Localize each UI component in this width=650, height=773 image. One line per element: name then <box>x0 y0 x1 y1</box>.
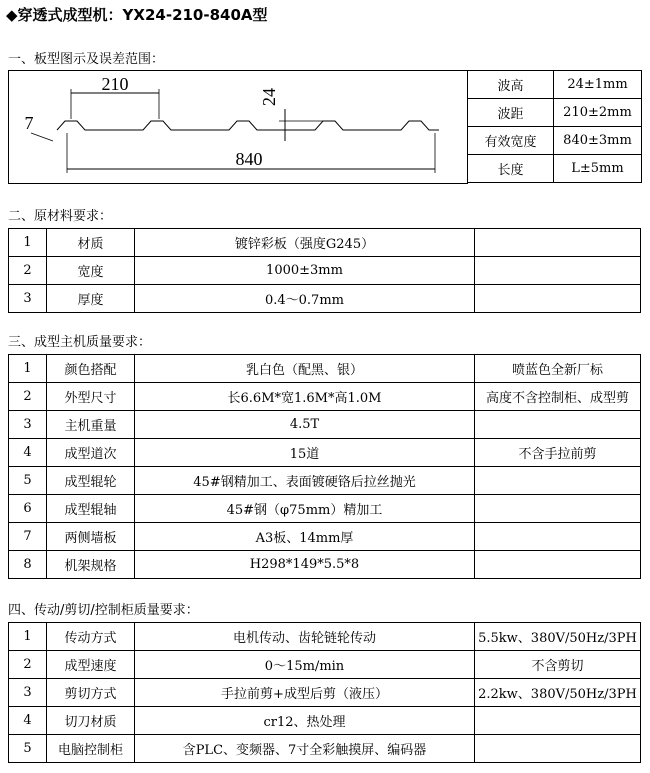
table-row <box>9 551 641 579</box>
table-row <box>9 229 641 257</box>
section-heading-main-machine: 三、成型主机质量要求： <box>8 335 152 350</box>
row-number: 3 <box>9 285 47 313</box>
row-number: 1 <box>9 355 47 383</box>
row-number: 5 <box>9 467 47 495</box>
main-machine-table <box>8 354 641 579</box>
item-name: 厚度 <box>47 285 135 313</box>
item-spec: 4.5T <box>135 411 475 439</box>
spec-value: 210±2mm <box>554 99 642 127</box>
item-spec: 镀锌彩板（强度G245） <box>135 229 475 257</box>
table-row <box>9 707 641 735</box>
table-row <box>9 523 641 551</box>
item-spec: cr12、热处理 <box>135 707 475 735</box>
table-row <box>9 679 641 707</box>
page-title: ◆穿透式成型机：YX24-210-840A型 <box>6 6 268 24</box>
spec-value: L±5mm <box>554 155 642 183</box>
table-row <box>9 495 641 523</box>
item-spec: 长6.6M*宽1.6M*高1.0M <box>135 383 475 411</box>
section-heading-transmission: 四、传动/剪切/控制柜质量要求： <box>8 603 199 618</box>
item-name: 两侧墙板 <box>47 523 135 551</box>
row-number: 3 <box>9 679 47 707</box>
profile-diagram <box>8 70 468 184</box>
dim-label-840: 840 <box>235 149 263 169</box>
table-row <box>9 467 641 495</box>
dim-label-210: 210 <box>101 74 129 94</box>
transmission-table <box>8 622 641 763</box>
section-heading-profile: 一、板型图示及误差范围： <box>8 52 165 67</box>
raw-material-table <box>8 228 641 313</box>
item-spec: 1000±3mm <box>135 257 475 285</box>
item-note <box>475 467 641 495</box>
item-note <box>475 229 641 257</box>
item-note <box>475 285 641 313</box>
table-row <box>9 383 641 411</box>
row-number: 7 <box>9 523 47 551</box>
spec-value: 24±1mm <box>554 71 642 99</box>
row-number: 4 <box>9 439 47 467</box>
row-number: 2 <box>9 651 47 679</box>
table-row <box>9 623 641 651</box>
table-row <box>9 355 641 383</box>
item-spec: 含PLC、变频器、7寸全彩触摸屏、编码器 <box>135 735 475 763</box>
item-spec: 0～15m/min <box>135 651 475 679</box>
table-row <box>9 439 641 467</box>
item-note <box>475 495 641 523</box>
item-name: 成型道次 <box>47 439 135 467</box>
item-name: 颜色搭配 <box>47 355 135 383</box>
item-name: 成型辊轮 <box>47 467 135 495</box>
dim-label-24: 24 <box>259 88 279 106</box>
table-row <box>9 735 641 763</box>
item-note: 高度不含控制柜、成型剪 <box>475 383 641 411</box>
row-number: 3 <box>9 411 47 439</box>
item-spec: A3板、14mm厚 <box>135 523 475 551</box>
table-row <box>468 127 642 155</box>
item-spec: 0.4～0.7mm <box>135 285 475 313</box>
item-name: 电脑控制柜 <box>47 735 135 763</box>
item-note <box>475 707 641 735</box>
item-name: 材质 <box>47 229 135 257</box>
spec-value: 840±3mm <box>554 127 642 155</box>
item-note <box>475 257 641 285</box>
item-note <box>475 735 641 763</box>
item-spec: 手拉前剪+成型后剪（液压） <box>135 679 475 707</box>
table-row <box>9 651 641 679</box>
table-row <box>9 411 641 439</box>
item-name: 机架规格 <box>47 551 135 579</box>
spec-label: 有效宽度 <box>468 127 554 155</box>
row-number: 8 <box>9 551 47 579</box>
item-name: 宽度 <box>47 257 135 285</box>
item-note <box>475 411 641 439</box>
profile-drawing <box>9 71 467 183</box>
item-note: 不含剪切 <box>475 651 641 679</box>
item-spec: 15道 <box>135 439 475 467</box>
row-number: 2 <box>9 257 47 285</box>
row-number: 4 <box>9 707 47 735</box>
item-note <box>475 551 641 579</box>
profile-spec-table <box>467 70 642 183</box>
item-note: 喷蓝色全新厂标 <box>475 355 641 383</box>
item-spec: H298*149*5.5*8 <box>135 551 475 579</box>
row-number: 6 <box>9 495 47 523</box>
table-row <box>468 71 642 99</box>
item-name: 剪切方式 <box>47 679 135 707</box>
spec-label: 波距 <box>468 99 554 127</box>
dim-line-7 <box>31 133 53 141</box>
row-number: 2 <box>9 383 47 411</box>
section-heading-raw-material: 二、原材料要求： <box>8 209 113 224</box>
item-spec: 电机传动、齿轮链轮传动 <box>135 623 475 651</box>
row-number: 5 <box>9 735 47 763</box>
table-row <box>9 257 641 285</box>
row-number: 1 <box>9 623 47 651</box>
table-row <box>468 99 642 127</box>
table-row <box>9 285 641 313</box>
item-name: 传动方式 <box>47 623 135 651</box>
item-spec: 乳白色（配黑、银） <box>135 355 475 383</box>
item-note <box>475 523 641 551</box>
item-spec: 45#钢（φ75mm）精加工 <box>135 495 475 523</box>
profile-line <box>57 121 439 130</box>
item-name: 成型辊轴 <box>47 495 135 523</box>
item-name: 外型尺寸 <box>47 383 135 411</box>
item-name: 成型速度 <box>47 651 135 679</box>
table-row <box>468 155 642 183</box>
row-number: 1 <box>9 229 47 257</box>
dim-label-7: 7 <box>24 113 34 133</box>
spec-label: 长度 <box>468 155 554 183</box>
item-name: 主机重量 <box>47 411 135 439</box>
item-note: 5.5kw、380V/50Hz/3PH <box>475 623 641 651</box>
spec-label: 波高 <box>468 71 554 99</box>
item-note: 不含手拉前剪 <box>475 439 641 467</box>
item-note: 2.2kw、380V/50Hz/3PH <box>475 679 641 707</box>
item-spec: 45#钢精加工、表面镀硬铬后拉丝抛光 <box>135 467 475 495</box>
item-name: 切刀材质 <box>47 707 135 735</box>
